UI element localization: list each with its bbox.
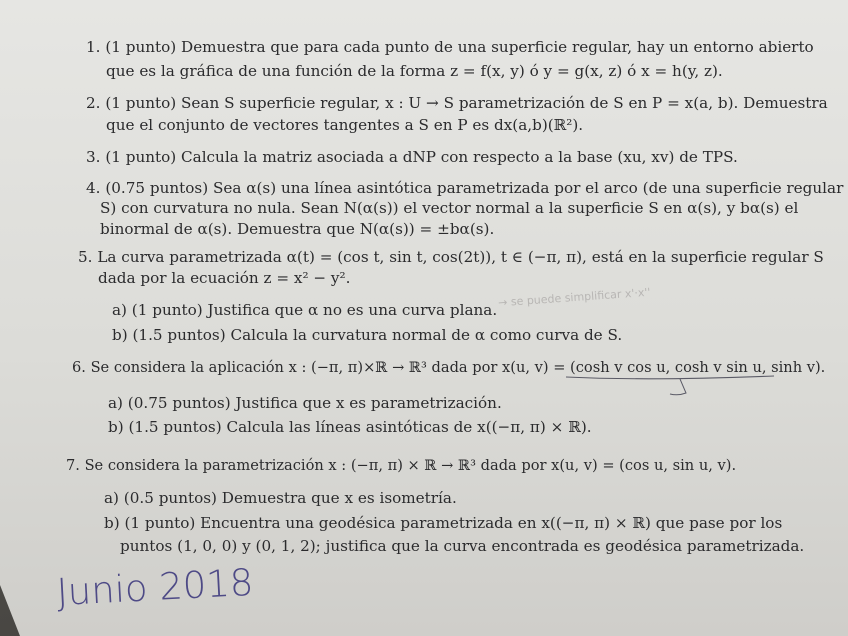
question-5-line-2: dada por la ecuación z = x² − y². — [98, 269, 351, 287]
question-2-line-2: que el conjunto de vectores tangentes a S en P es dx(a,b)(ℝ²). — [106, 116, 584, 134]
pencil-note: → se puede simplificar x'·x'' — [497, 285, 651, 310]
question-4-line-1: 4. (0.75 puntos) Sea α(s) una línea asintótica parametrizada por el arco (de una superficie regular — [86, 179, 844, 197]
question-6b: b) (1.5 puntos) Calcula las líneas asintóticas de x((−π, π) × ℝ). — [108, 418, 592, 436]
question-5a: a) (1 punto) Justifica que α no es una curva plana. — [112, 301, 498, 319]
question-2-line-1: 2. (1 punto) Sean S superficie regular, x : U → S parametrización de S en P = x(a, b). Demuestra — [86, 94, 828, 112]
question-1-line-2: que es la gráfica de una función de la forma z = f(x, y) ó y = g(x, z) ó x = h(y, z). — [106, 62, 723, 80]
question-3-line-1: 3. (1 punto) Calcula la matriz asociada a dNP con respecto a la base (xu, xv) de TPS. — [86, 148, 738, 166]
question-7a: a) (0.5 puntos) Demuestra que x es isometría. — [104, 489, 457, 507]
question-5b: b) (1.5 puntos) Calcula la curvatura normal de α como curva de S. — [112, 326, 623, 344]
question-7b-line-1: b) (1 punto) Encuentra una geodésica parametrizada en x((−π, π) × ℝ) que pase por los — [104, 514, 783, 532]
question-5-line-1: 5. La curva parametrizada α(t) = (cos t, sin t, cos(2t)), t ∈ (−π, π), está en la superficie regular S — [78, 248, 824, 266]
question-6-line-1: 6. Se considera la aplicación x : (−π, π)×ℝ → ℝ³ dada por x(u, v) = (cosh v cos u, cosh v sin u, sinh v). — [72, 359, 826, 376]
question-7-line-1: 7. Se considera la parametrización x : (−π, π) × ℝ → ℝ³ dada por x(u, v) = (cos u, sin u, v). — [66, 457, 737, 474]
question-7b-line-2: puntos (1, 0, 0) y (0, 1, 2); justifica que la curva encontrada es geodésica parametrizada. — [120, 537, 805, 555]
question-4-line-3: binormal de α(s). Demuestra que N(α(s)) = ±bα(s). — [100, 220, 495, 238]
handwritten-date: Junio 2018 — [55, 560, 255, 614]
question-4-line-2: S) con curvatura no nula. Sean N(α(s)) el vector normal a la superficie S en α(s), y bα(s) el — [100, 199, 799, 217]
question-6a: a) (0.75 puntos) Justifica que x es parametrización. — [108, 394, 502, 412]
pen-underline-mark — [560, 373, 800, 403]
question-1-line-1: 1. (1 punto) Demuestra que para cada punto de una superficie regular, hay un entorno abierto — [86, 38, 814, 56]
